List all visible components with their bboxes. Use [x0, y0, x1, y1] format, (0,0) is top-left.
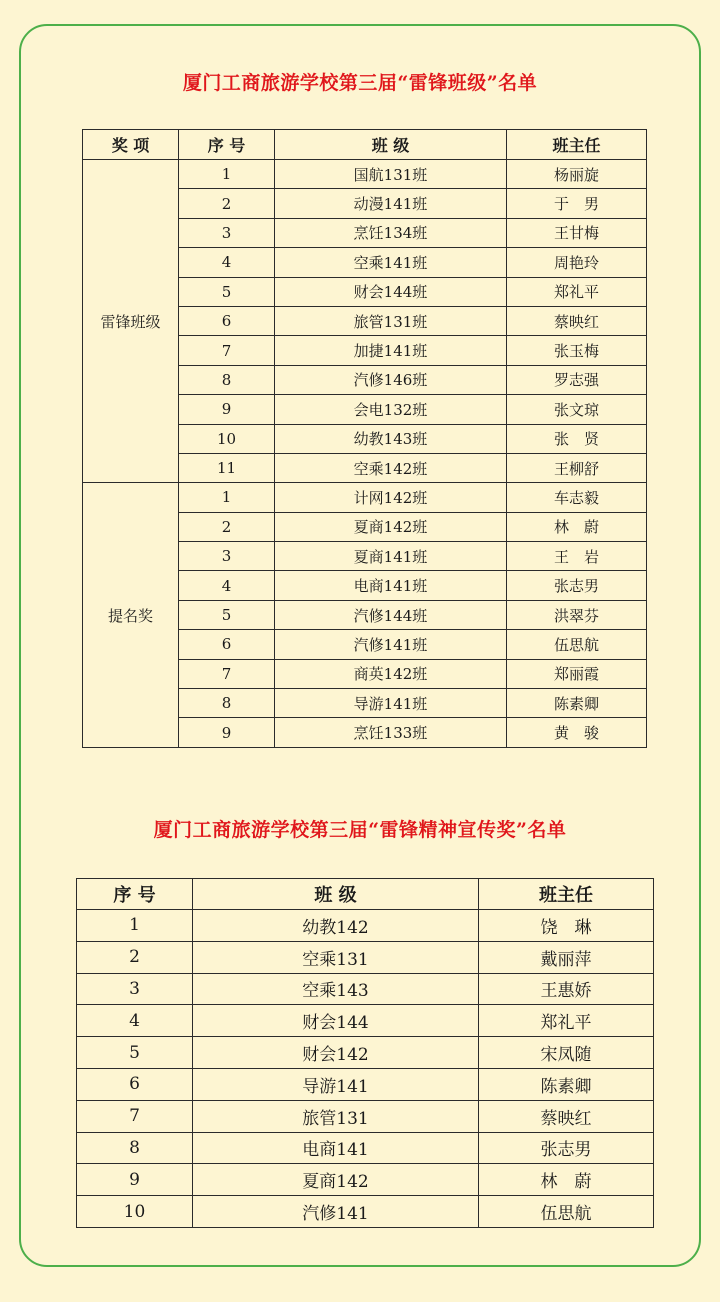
class-cell: 夏商142班: [275, 512, 507, 541]
header-award: 奖 项: [83, 130, 179, 160]
teacher-cell: 戴丽萍: [479, 941, 654, 973]
class-cell: 空乘131: [193, 941, 479, 973]
number-cell: 3: [179, 218, 275, 247]
teacher-cell: 洪翠芬: [507, 600, 647, 629]
teacher-cell: 王惠娇: [479, 973, 654, 1005]
teacher-cell: 张志男: [507, 571, 647, 600]
number-cell: 2: [179, 189, 275, 218]
table-row: [77, 1037, 654, 1069]
number-cell: 4: [77, 1005, 193, 1037]
teacher-cell: 林 蔚: [479, 1164, 654, 1196]
number-cell: 10: [179, 424, 275, 453]
number-cell: 3: [77, 973, 193, 1005]
class-cell: 电商141: [193, 1132, 479, 1164]
award-cell: 提名奖: [83, 483, 179, 748]
class-cell: 加捷141班: [275, 336, 507, 365]
number-cell: 9: [179, 395, 275, 424]
number-cell: 10: [77, 1196, 193, 1228]
table-header-row: [83, 130, 647, 160]
table-row: [77, 1005, 654, 1037]
teacher-cell: 张志男: [479, 1132, 654, 1164]
class-cell: 汽修146班: [275, 365, 507, 394]
title-leifeng-spirit-award: 厦门工商旅游学校第三届“雷锋精神宣传奖”名单: [153, 819, 567, 841]
class-cell: 夏商142: [193, 1164, 479, 1196]
table-row: [77, 973, 654, 1005]
table-row: [77, 1164, 654, 1196]
table-row: [77, 1068, 654, 1100]
number-cell: 3: [179, 542, 275, 571]
class-cell: 空乘142班: [275, 453, 507, 482]
teacher-cell: 林 蔚: [507, 512, 647, 541]
teacher-cell: 于 男: [507, 189, 647, 218]
number-cell: 4: [179, 248, 275, 277]
class-cell: 旅管131: [193, 1100, 479, 1132]
header-number: 序 号: [77, 879, 193, 910]
teacher-cell: 郑礼平: [479, 1005, 654, 1037]
award-cell: 雷锋班级: [83, 160, 179, 483]
table-row: [77, 1100, 654, 1132]
class-cell: 汽修144班: [275, 600, 507, 629]
table-body: [83, 160, 647, 748]
class-cell: 会电132班: [275, 395, 507, 424]
class-cell: 烹饪133班: [275, 718, 507, 747]
table-row: [77, 1132, 654, 1164]
class-cell: 空乘143: [193, 973, 479, 1005]
class-cell: 夏商141班: [275, 542, 507, 571]
header-class: 班 级: [193, 879, 479, 910]
number-cell: 9: [77, 1164, 193, 1196]
teacher-cell: 王 岩: [507, 542, 647, 571]
teacher-cell: 王柳舒: [507, 453, 647, 482]
number-cell: 6: [77, 1068, 193, 1100]
number-cell: 7: [77, 1100, 193, 1132]
class-cell: 导游141: [193, 1068, 479, 1100]
class-cell: 电商141班: [275, 571, 507, 600]
header-class: 班 级: [275, 130, 507, 160]
class-cell: 汽修141: [193, 1196, 479, 1228]
class-cell: 幼教143班: [275, 424, 507, 453]
class-cell: 财会144: [193, 1005, 479, 1037]
leifeng-spirit-award-table: [76, 878, 654, 1228]
teacher-cell: 车志毅: [507, 483, 647, 512]
class-cell: 空乘141班: [275, 248, 507, 277]
table-header-row: [77, 879, 654, 910]
teacher-cell: 宋凤随: [479, 1037, 654, 1069]
table-row: [83, 160, 647, 189]
leifeng-classes-table: [82, 129, 647, 748]
class-cell: 烹饪134班: [275, 218, 507, 247]
teacher-cell: 王甘梅: [507, 218, 647, 247]
teacher-cell: 黄 骏: [507, 718, 647, 747]
title-leifeng-classes: 厦门工商旅游学校第三届“雷锋班级”名单: [182, 72, 538, 94]
class-cell: 计网142班: [275, 483, 507, 512]
teacher-cell: 伍思航: [479, 1196, 654, 1228]
teacher-cell: 陈素卿: [479, 1068, 654, 1100]
teacher-cell: 郑礼平: [507, 277, 647, 306]
table-row: [83, 483, 647, 512]
teacher-cell: 伍思航: [507, 630, 647, 659]
number-cell: 9: [179, 718, 275, 747]
number-cell: 7: [179, 336, 275, 365]
teacher-cell: 郑丽霞: [507, 659, 647, 688]
class-cell: 财会142: [193, 1037, 479, 1069]
number-cell: 8: [179, 365, 275, 394]
teacher-cell: 蔡映红: [507, 306, 647, 335]
number-cell: 6: [179, 630, 275, 659]
number-cell: 1: [77, 910, 193, 942]
teacher-cell: 张文琼: [507, 395, 647, 424]
teacher-cell: 饶 琳: [479, 910, 654, 942]
teacher-cell: 蔡映红: [479, 1100, 654, 1132]
teacher-cell: 罗志强: [507, 365, 647, 394]
class-cell: 导游141班: [275, 689, 507, 718]
number-cell: 4: [179, 571, 275, 600]
header-teacher: 班主任: [479, 879, 654, 910]
number-cell: 8: [179, 689, 275, 718]
header-number: 序 号: [179, 130, 275, 160]
number-cell: 1: [179, 160, 275, 189]
teacher-cell: 杨丽旋: [507, 160, 647, 189]
table-row: [77, 1196, 654, 1228]
teacher-cell: 周艳玲: [507, 248, 647, 277]
number-cell: 8: [77, 1132, 193, 1164]
class-cell: 财会144班: [275, 277, 507, 306]
header-teacher: 班主任: [507, 130, 647, 160]
number-cell: 5: [179, 600, 275, 629]
number-cell: 7: [179, 659, 275, 688]
number-cell: 6: [179, 306, 275, 335]
class-cell: 旅管131班: [275, 306, 507, 335]
table-row: [77, 910, 654, 942]
table-row: [77, 941, 654, 973]
teacher-cell: 张 贤: [507, 424, 647, 453]
class-cell: 汽修141班: [275, 630, 507, 659]
number-cell: 5: [179, 277, 275, 306]
number-cell: 5: [77, 1037, 193, 1069]
class-cell: 国航131班: [275, 160, 507, 189]
number-cell: 2: [77, 941, 193, 973]
table-body: [77, 910, 654, 1228]
teacher-cell: 张玉梅: [507, 336, 647, 365]
class-cell: 幼教142: [193, 910, 479, 942]
class-cell: 动漫141班: [275, 189, 507, 218]
class-cell: 商英142班: [275, 659, 507, 688]
number-cell: 2: [179, 512, 275, 541]
number-cell: 1: [179, 483, 275, 512]
number-cell: 11: [179, 453, 275, 482]
teacher-cell: 陈素卿: [507, 689, 647, 718]
